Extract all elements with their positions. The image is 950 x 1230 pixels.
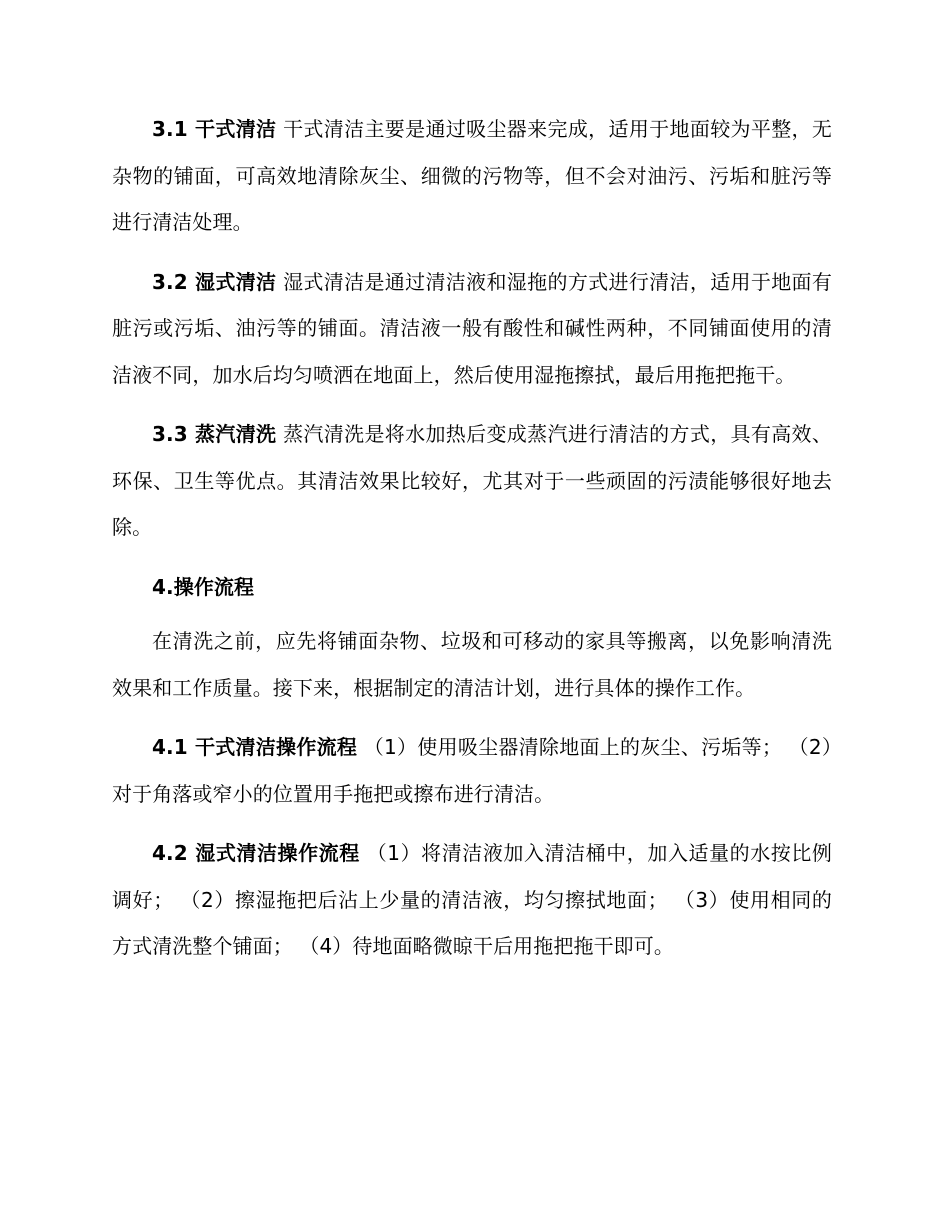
paragraph-steam-cleaning	[112, 411, 832, 551]
paragraph-text: （1）将清洁液加入清洁桶中，加入适量的水按比例调好； （2）擦湿拖把后沾上少量的清洁液，均匀擦拭地面； （3）使用相同的方式清洗整个铺面； （4）待地面略微晾干后用拖把拖干即可。	[112, 841, 833, 958]
section-heading-4: 4.操作流程	[152, 574, 255, 599]
paragraph-text: 在清洗之前，应先将铺面杂物、垃圾和可移动的家具等搬离，以免影响清洗效果和工作质量。接下来，根据制定的清洁计划，进行具体的操作工作。	[112, 629, 832, 700]
section-heading-3-3: 3.3 蒸汽清洗	[152, 422, 277, 446]
document-body	[112, 106, 832, 983]
paragraph-text: 干式清洁主要是通过吸尘器来完成，适用于地面较为平整，无杂物的铺面，可高效地清除灰尘、细微的污物等，但不会对油污、污垢和脏污等进行清洁处理。	[112, 117, 832, 234]
section-heading-4-2: 4.2 湿式清洁操作流程	[152, 841, 360, 865]
paragraph-text: 蒸汽清洗是将水加热后变成蒸汽进行清洁的方式，具有高效、环保、卫生等优点。其清洁效果比较好，尤其对于一些顽固的污渍能够很好地去除。	[112, 422, 832, 539]
paragraph-dry-procedure	[112, 724, 832, 817]
paragraph-text: （1）使用吸尘器清除地面上的灰尘、污垢等； （2）对于角落或窄小的位置用手拖把或擦布进行清洁。	[112, 735, 833, 806]
paragraph-dry-cleaning	[112, 106, 832, 246]
section-heading-operation	[112, 564, 832, 611]
paragraph-text: 湿式清洁是通过清洁液和湿拖的方式进行清洁，适用于地面有脏污或污垢、油污等的铺面。清洁液一般有酸性和碱性两种，不同铺面使用的清洁液不同，加水后均匀喷洒在地面上，然后使用湿拖擦拭，最后用拖把拖干。	[112, 269, 832, 387]
section-heading-3-2: 3.2 湿式清洁	[152, 269, 277, 294]
paragraph-wet-procedure	[112, 830, 832, 970]
paragraph-preparation	[112, 618, 832, 711]
section-heading-4-1: 4.1 干式清洁操作流程	[152, 735, 358, 759]
paragraph-wet-cleaning	[112, 259, 832, 399]
section-heading-3-1: 3.1 干式清洁	[152, 117, 277, 141]
